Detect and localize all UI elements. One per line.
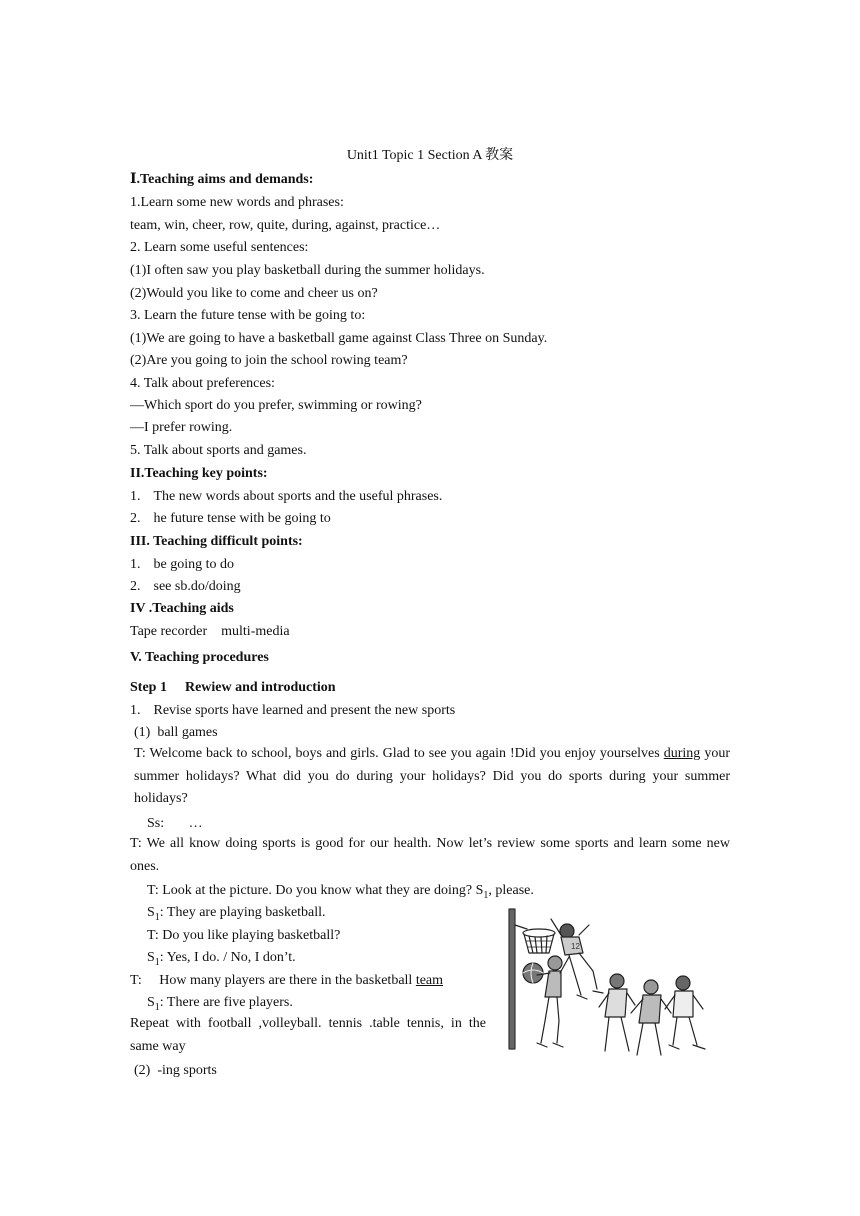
teacher-dialogue (147, 882, 534, 905)
dialogue-text: T: How many players are there in the basketball (130, 973, 416, 988)
step-1-heading (130, 679, 336, 697)
key-point-item (130, 488, 442, 506)
sub-item: (2) -ing sports (134, 1063, 217, 1078)
aim-line: 3. Learn the future tense with be going to: (130, 308, 366, 323)
underlined-word: during (663, 746, 701, 761)
student-dialogue (147, 949, 296, 972)
aim-line: (1)I often saw you play basketball during the summer holidays. (130, 263, 485, 278)
subscript: 1 (154, 956, 160, 968)
difficult-point-item (130, 578, 241, 596)
difficult-point-item (130, 556, 234, 574)
instruction-text: Repeat with football ,volleyball. tennis .table tennis, in the same way (130, 1016, 486, 1054)
aim-line: (1)We are going to have a basketball game against Class Three on Sunday. (130, 331, 548, 346)
aim-line: 5. Talk about sports and games. (130, 443, 307, 458)
dialogue-text: : They are playing basketball. (159, 905, 326, 920)
sub-item: (1) ball games (134, 725, 218, 740)
svg-text:12: 12 (571, 942, 580, 951)
section-3-heading: III. Teaching difficult points: (130, 534, 303, 549)
teaching-aids: Tape recorder multi-media (130, 624, 290, 639)
step-label: Step 1 (130, 680, 167, 695)
section-4-heading: IV .Teaching aids (130, 601, 234, 616)
subscript: 1 (154, 911, 160, 923)
list-text: The new words about sports and the useful phrases. (153, 489, 443, 504)
page-title: Unit1 Topic 1 Section A 教案 (346, 148, 514, 163)
key-point-item (130, 510, 331, 528)
teacher-dialogue (134, 743, 730, 811)
dialogue-text: : There are five players. (159, 995, 293, 1010)
dialogue-text: : Yes, I do. / No, I don’t. (159, 950, 296, 965)
dialogue-text: T: Welcome back to school, boys and girls. Glad to see you again !Did you enjoy yourselves (134, 746, 664, 761)
basketball-players-illustration (505, 905, 720, 1065)
aim-line: —Which sport do you prefer, swimming or rowing? (130, 398, 422, 413)
student-dialogue (147, 904, 326, 927)
teacher-dialogue (130, 972, 443, 990)
list-number: 2. (130, 579, 141, 594)
list-text: he future tense with be going to (153, 511, 331, 526)
aim-line: —I prefer rowing. (130, 420, 233, 435)
aim-line: 1.Learn some new words and phrases: (130, 195, 344, 210)
procedure-item (130, 702, 455, 720)
dialogue-text: , please. (488, 883, 534, 898)
aim-line: (2)Would you like to come and cheer us on? (130, 286, 378, 301)
dialogue-text: T: Look at the picture. Do you know what they are doing? S (147, 883, 484, 898)
teacher-dialogue: T: We all know doing sports is good for our health. Now let’s review some sports and learn some new ones. (130, 836, 730, 874)
list-number: 1. (130, 489, 141, 504)
speaker: S (147, 995, 155, 1010)
aim-line: team, win, cheer, row, quite, during, against, practice… (130, 218, 441, 233)
aim-line: 2. Learn some useful sentences: (130, 240, 309, 255)
subscript: 1 (154, 1001, 160, 1013)
list-number: 1. (130, 557, 141, 572)
section-1-heading: Ⅰ.Teaching aims and demands: (130, 172, 314, 187)
aim-line: (2)Are you going to join the school rowing team? (130, 353, 408, 368)
list-number: 2. (130, 511, 141, 526)
teacher-dialogue: T: Do you like playing basketball? (147, 928, 341, 943)
list-text: see sb.do/doing (153, 579, 241, 594)
underlined-word: team (415, 973, 444, 988)
speaker: S (147, 905, 155, 920)
aim-line: 4. Talk about preferences: (130, 376, 275, 391)
dialogue-text: your summer holidays? What did you do during your holidays? Did you do sports during your summer holidays? (134, 746, 730, 806)
list-text: be going to do (153, 557, 234, 572)
list-number: 1. (130, 703, 141, 718)
students-dialogue: Ss: … (147, 816, 203, 831)
subscript: 1 (483, 889, 489, 901)
speaker: S (147, 950, 155, 965)
section-5-heading: V. Teaching procedures (130, 650, 269, 665)
list-text: Revise sports have learned and present the new sports (153, 703, 456, 718)
step-title: Rewiew and introduction (184, 680, 336, 695)
section-2-heading: II.Teaching key points: (130, 466, 268, 481)
